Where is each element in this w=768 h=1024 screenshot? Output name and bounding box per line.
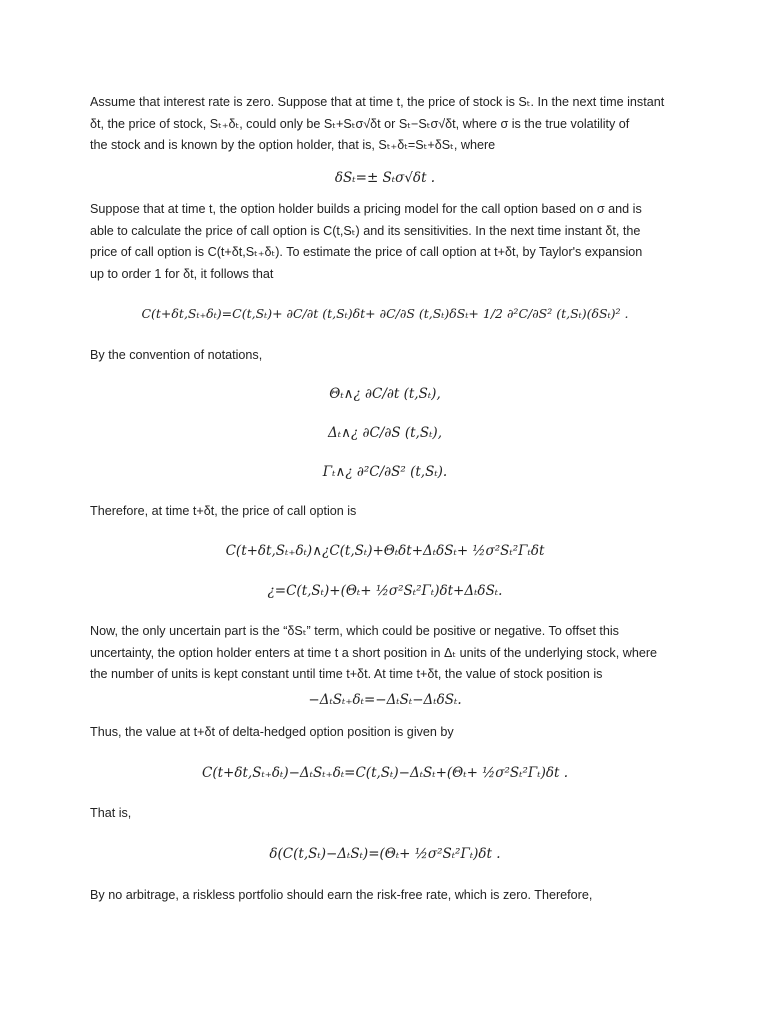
equation-delta: Δₜ∧¿ ∂C/∂S (t,Sₜ), [328, 425, 442, 441]
equation-gamma: Γₜ∧¿ ∂²C/∂S² (t,Sₜ). [322, 464, 448, 480]
text-line: By the convention of notations, [90, 348, 263, 362]
text-line: the number of units is kept constant until time t+δt. At time t+δt, the value of stock position is [90, 667, 603, 682]
paragraph-intro [90, 92, 680, 157]
text-line: up to order 1 for δt, it follows that [90, 266, 274, 281]
paragraph-pricing-model [90, 199, 680, 285]
paragraph-that-is [90, 803, 680, 825]
paragraph-uncertainty [90, 621, 680, 686]
text-line: the stock and is known by the option holder, that is, Sₜ₊δₜ=Sₜ+δSₜ, where [90, 138, 496, 153]
text-line: Therefore, at time t+δt, the price of call option is [90, 504, 357, 518]
paragraph-notation [90, 345, 680, 367]
text-line: able to calculate the price of call option is C(t,Sₜ) and its sensitivities. In the next time instant δt, the [90, 223, 641, 238]
equation-taylor-expansion: C(t+δt,Sₜ₊δₜ)=C(t,Sₜ)+ ∂C/∂t (t,Sₜ)δt+ ∂C/∂S (t,Sₜ)δSₜ+ 1/2 ∂²C/∂S² (t,Sₜ)(δSₜ)² . [141, 306, 629, 321]
equation-call-price-2: ¿=C(t,Sₜ)+(Θₜ+ ½σ²Sₜ²Γₜ)δt+ΔₜδSₜ. [267, 583, 503, 599]
text-line: uncertainty, the option holder enters at time t a short position in Δₜ units of the underlying stock, where [90, 645, 658, 660]
text-line: δt, the price of stock, Sₜ₊δₜ, could only be Sₜ+Sₜσ√δt or Sₜ−Sₜσ√δt, where σ is the true volatility of [90, 116, 630, 131]
equation-stock-change: δSₜ=± Sₜσ√δt . [334, 170, 436, 186]
paragraph-no-arbitrage [90, 885, 680, 907]
equation-hedged-position: C(t+δt,Sₜ₊δₜ)−ΔₜSₜ₊δₜ=C(t,Sₜ)−ΔₜSₜ+(Θₜ+ ½σ²Sₜ²Γₜ)δt . [202, 765, 568, 781]
text-line: price of call option is C(t+δt,Sₜ₊δₜ). To estimate the price of call option at t+δt, by Taylor's expansion [90, 245, 643, 260]
text-line: Thus, the value at t+δt of delta-hedged option position is given by [90, 725, 454, 739]
text-line: Suppose that at time t, the option holder builds a pricing model for the call option based on σ and is [90, 202, 642, 216]
paragraph-therefore [90, 501, 680, 523]
text-line: By no arbitrage, a riskless portfolio should earn the risk-free rate, which is zero. Therefore, [90, 888, 593, 902]
equation-stock-position: −ΔₜSₜ₊δₜ=−ΔₜSₜ−ΔₜδSₜ. [308, 692, 462, 708]
equation-theta: Θₜ∧¿ ∂C/∂t (t,Sₜ), [329, 386, 441, 402]
equation-call-price-1: C(t+δt,Sₜ₊δₜ)∧¿C(t,Sₜ)+Θₜδt+ΔₜδSₜ+ ½σ²Sₜ²Γₜδt [225, 543, 545, 559]
equation-portfolio-change: δ(C(t,Sₜ)−ΔₜSₜ)=(Θₜ+ ½σ²Sₜ²Γₜ)δt . [269, 846, 501, 862]
text-line: Assume that interest rate is zero. Suppose that at time t, the price of stock is Sₜ. In the next time instant [90, 95, 665, 109]
paragraph-hedged-value [90, 722, 680, 744]
text-line: Now, the only uncertain part is the “δSₜ” term, which could be positive or negative. To offset this [90, 624, 619, 638]
text-line: That is, [90, 806, 132, 820]
